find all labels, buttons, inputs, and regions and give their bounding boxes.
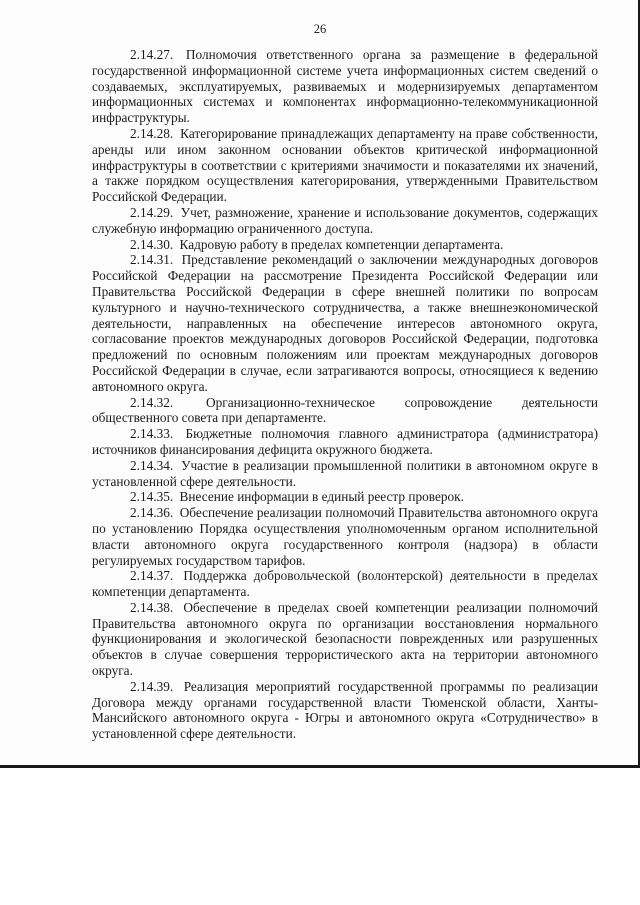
paragraph-2-14-34: [92, 458, 598, 490]
clause-number: 2.14.36.: [130, 505, 174, 521]
paragraph-2-14-31: [92, 252, 598, 394]
paragraph-2-14-39: [92, 679, 598, 742]
paragraph-2-14-27: [92, 47, 598, 126]
clause-text: Участие в реализации промышленной политики в автономном округе в установленной сфере деятельности.: [92, 457, 598, 489]
paragraph-2-14-36: [92, 505, 598, 568]
clause-text: Внесение информации в единый реестр проверок.: [179, 489, 464, 505]
clause-text: Обеспечение реализации полномочий Правительства автономного округа по установлению Порядка осуществления уполномоченным органом исполнительной власти автономного округа государственного контроля (надзора) в области регулируемых государством тарифов.: [92, 505, 599, 568]
paragraph-2-14-38: [92, 600, 598, 679]
paragraph-2-14-30: [92, 237, 598, 253]
paragraph-2-14-37: [92, 568, 598, 600]
paragraph-2-14-32: [92, 395, 598, 427]
clause-text: Полномочия ответственного органа за размещение в федеральной государственной информационной системе учета информационных систем сведений о создаваемых, эксплуатируемых, развиваемых и модернизируемых департаментом информационных системах и компонентах информационно-телекоммуникационной инфраструктуры.: [92, 47, 598, 126]
clause-number: 2.14.38.: [130, 599, 174, 615]
clause-text: Поддержка добровольческой (волонтерской) деятельности в пределах компетенции департамента.: [92, 568, 598, 600]
clause-number: 2.14.31.: [130, 252, 174, 268]
page-number: 26: [313, 22, 327, 36]
paragraph-2-14-33: [92, 426, 598, 458]
clause-text: Обеспечение в пределах своей компетенции реализации полномочий Правительства автономного округа по организации восстановления нормального функционирования и экологической безопасности поврежденных или разрушенных объектов в случае совершения террористического акта на территории автономного округа.: [92, 599, 598, 679]
paragraph-2-14-29: [92, 205, 598, 237]
clause-number: 2.14.34.: [130, 457, 174, 473]
clause-number: 2.14.33.: [130, 426, 174, 442]
clause-number: 2.14.35.: [130, 489, 174, 505]
clause-number: 2.14.30.: [130, 236, 174, 252]
clause-text: Представление рекомендаций о заключении международных договоров Российской Федерации на рассмотрение Президента Российской Федерации или Правительства Российской Федерации в сфере внешней политики по вопросам культурного и научно-технического сотрудничества, а также внешнеэкономической деятельности, направленных на обеспечение интересов автономного округа, согласование проектов международных договоров Российской Федерации, подготовка предложений по основным положениям или проектам международных договоров Российской Федерации в случае, если затрагиваются вопросы, относящиеся к ведению автономного округа.: [92, 252, 598, 394]
clause-number: 2.14.37.: [130, 568, 174, 584]
paragraph-2-14-28: [92, 126, 598, 205]
clause-text: Организационно-техническое сопровождение деятельности общественного совета при департаменте.: [92, 394, 598, 426]
document-body: [92, 47, 598, 742]
clause-number: 2.14.27.: [130, 47, 174, 62]
clause-number: 2.14.39.: [130, 678, 174, 694]
clause-number: 2.14.28.: [130, 125, 174, 141]
clause-number: 2.14.29.: [130, 204, 174, 220]
paragraph-2-14-35: [92, 489, 598, 505]
clause-number: 2.14.32.: [130, 394, 174, 410]
clause-text: Бюджетные полномочия главного администратора (администратора) источников финансирования дефицита окружного бюджета.: [92, 426, 598, 457]
clause-text: Учет, размножение, хранение и использование документов, содержащих служебную информацию ограниченного доступа.: [92, 204, 599, 236]
clause-text: Кадровую работу в пределах компетенции департамента.: [179, 236, 504, 252]
clause-text: Категорирование принадлежащих департаменту на праве собственности, аренды или ином законном основании объектов критической информационной инфраструктуры в соответствии с критериями значимости и показателями их значений, а также порядком осуществления категорирования, утвержденными Правительством Российской Федерации.: [92, 125, 598, 205]
clause-text: Реализация мероприятий государственной программы по реализации Договора между органами государственной власти Тюменской области, Ханты-Мансийского автономного округа - Югры и автономного округа «Сотрудничество» в установленной сфере деятельности.: [92, 678, 598, 742]
